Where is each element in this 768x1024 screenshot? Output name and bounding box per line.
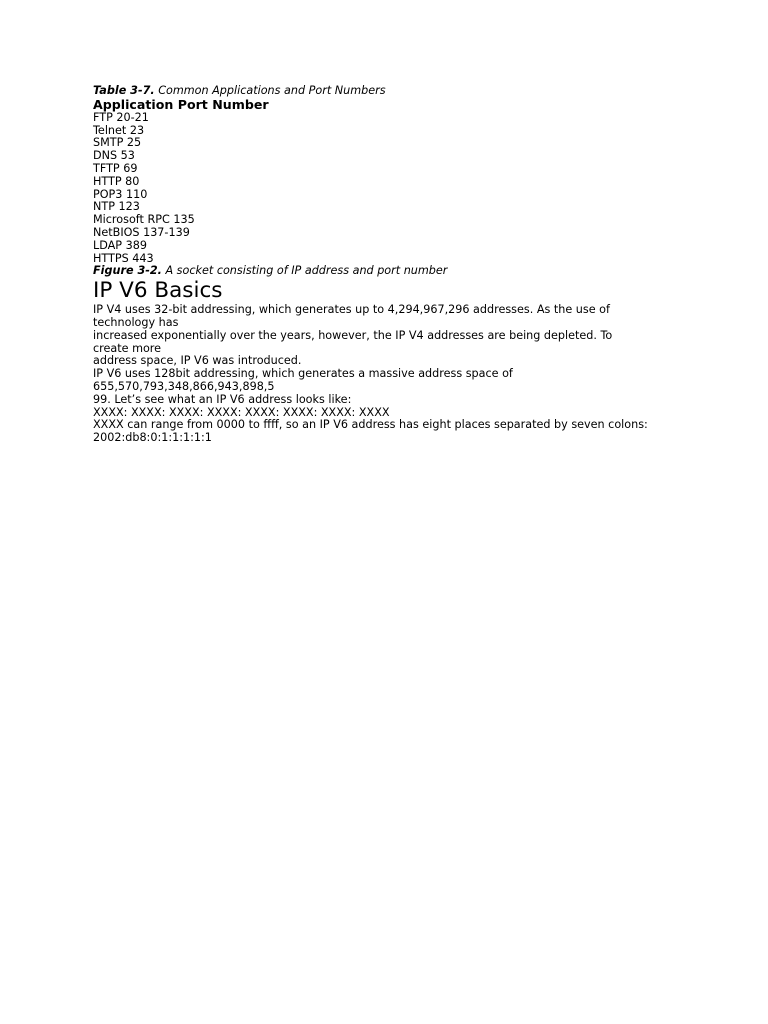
table-header: Application Port Number xyxy=(93,96,269,112)
table-row: Microsoft RPC 135 xyxy=(93,213,195,227)
table-row: FTP 20-21 xyxy=(93,110,149,124)
body-line: IP V6 uses 128bit addressing, which generates a massive address space of xyxy=(93,367,513,381)
table-row: HTTP 80 xyxy=(93,174,140,188)
figure-caption xyxy=(93,265,693,278)
table-row: HTTPS 443 xyxy=(93,251,154,265)
body-text xyxy=(93,304,693,445)
section-heading: IP V6 Basics xyxy=(93,278,223,304)
table-row: DNS 53 xyxy=(93,149,135,163)
table-row: Telnet 23 xyxy=(93,123,145,137)
body-line: 655,570,793,348,866,943,898,5 xyxy=(93,379,275,393)
table-caption-label: Table 3-7. xyxy=(93,84,155,97)
figure-caption-text: A socket consisting of IP address and port number xyxy=(161,264,448,278)
figure-caption-label: Figure 3-2. xyxy=(93,264,162,278)
body-line: IP V4 uses 32-bit addressing, which generates up to 4,294,967,296 addresses. As the use of xyxy=(93,303,610,317)
body-line: XXXX: XXXX: XXXX: XXXX: XXXX: XXXX: XXXX: XXXX xyxy=(93,405,390,419)
port-table xyxy=(93,112,693,266)
table-caption xyxy=(93,85,693,98)
table-row: TFTP 69 xyxy=(93,161,138,175)
body-line: 99. Let’s see what an IP V6 address looks like: xyxy=(93,392,352,406)
table-row: NTP 123 xyxy=(93,200,140,214)
body-line: create more xyxy=(93,341,162,355)
body-line: technology has xyxy=(93,315,179,329)
body-line: 2002:db8:0:1:1:1:1:1 xyxy=(93,431,212,445)
body-line: address space, IP V6 was introduced. xyxy=(93,354,302,368)
document-page xyxy=(93,85,693,445)
table-row: SMTP 25 xyxy=(93,136,142,150)
body-line: increased exponentially over the years, however, the IP V4 addresses are being depleted. To xyxy=(93,328,613,342)
body-line: XXXX can range from 0000 to ffff, so an IP V6 address has eight places separated by seven colons: xyxy=(93,418,648,432)
table-row: LDAP 389 xyxy=(93,238,147,252)
table-row: NetBIOS 137-139 xyxy=(93,225,190,239)
table-row: POP3 110 xyxy=(93,187,148,201)
table-caption-text: Common Applications and Port Numbers xyxy=(154,84,386,97)
